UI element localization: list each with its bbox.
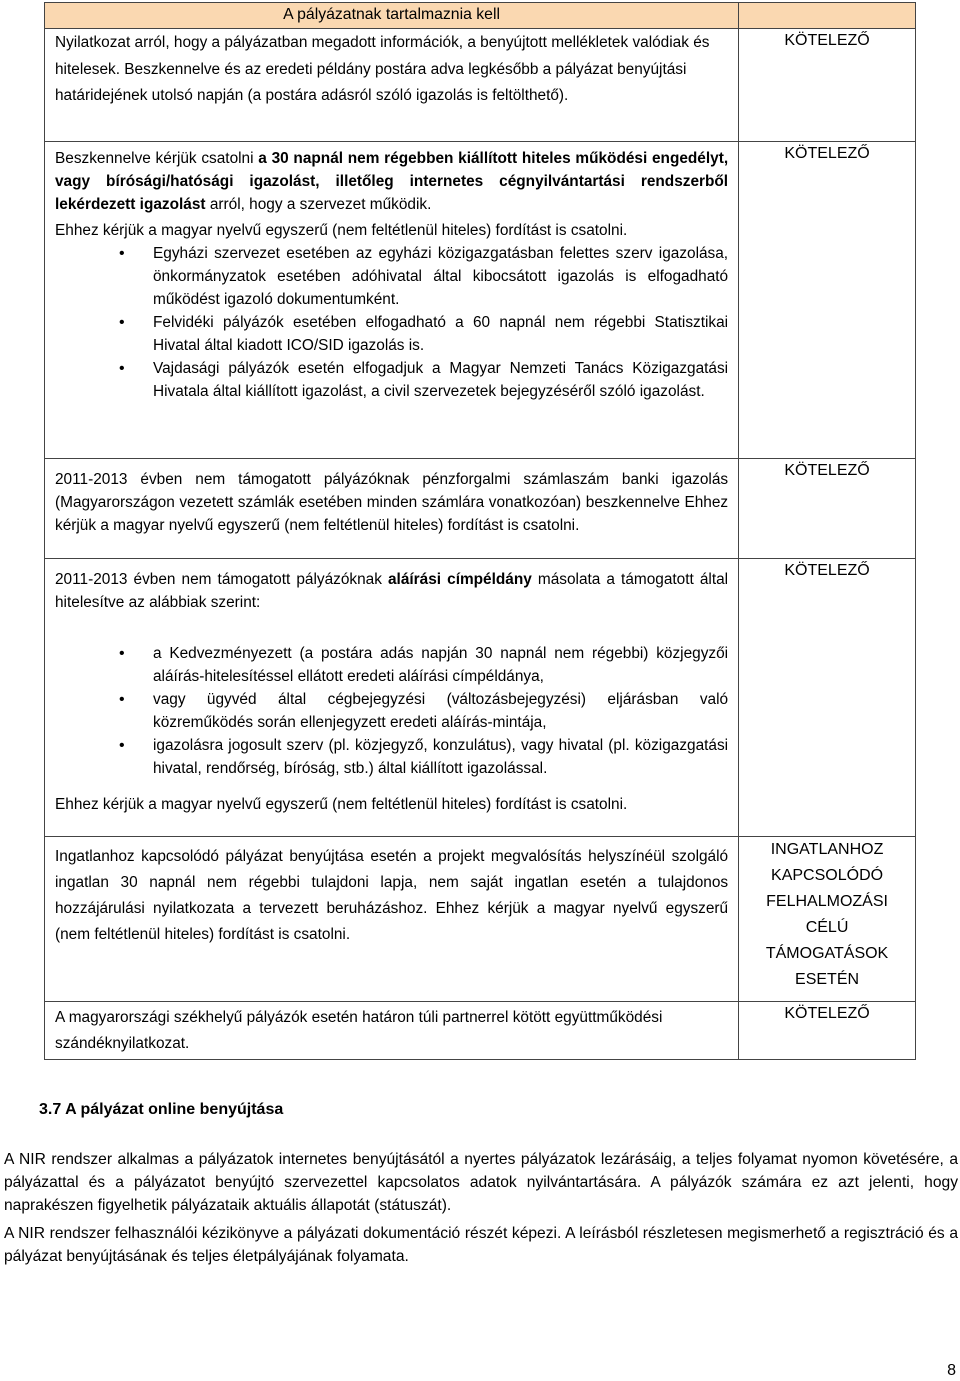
table-header-row: [45, 3, 916, 29]
status-cell: [739, 1002, 916, 1060]
requirement-text-part: 2011-2013 évben nem támogatott pályázóknak: [55, 571, 388, 588]
translation-note: Ehhez kérjük a magyar nyelvű egyszerű (nem feltétlenül hiteles) fordítást is csatolni.: [55, 796, 628, 813]
requirement-cell: [45, 29, 739, 142]
table-header: A pályázatnak tartalmaznia kell: [45, 3, 739, 29]
requirement-cell: [45, 837, 739, 1002]
requirement-text-bold: aláírási címpéldány: [388, 571, 532, 588]
status-line: INGATLANHOZ: [770, 841, 884, 858]
requirement-text: [55, 147, 728, 216]
requirement-cell: [45, 142, 739, 459]
status-cell: [739, 29, 916, 142]
requirement-text: A magyarországi székhelyű pályázók esetén határon túli partnerrel kötött együttműködési szándéknyilatkozat.: [55, 1009, 663, 1052]
requirement-text-part: másolata a támogatott által hitelesítve az alábbiak szerint:: [55, 571, 729, 611]
requirement-text: Ingatlanhoz kapcsolódó pályázat benyújtása esetén a projekt megvalósítás helyszínéül szolgáló ingatlan 30 napnál nem régebbi tulajdoni lapja, nem saját ingatlan esetén a tulajdonos hozzájárulási nyilatkozata a tervezett beruházáshoz. Ehhez kérjük a magyar nyelvű egyszerű (nem feltétlenül hiteles) fordítást is csatolni.: [55, 848, 729, 943]
page-number: 8: [947, 1362, 956, 1379]
requirement-text-part: arról, hogy a szervezet működik.: [205, 196, 432, 213]
table-row: [45, 459, 916, 559]
status-label: KÖTELEZŐ: [784, 145, 870, 162]
bullet-list: [55, 642, 728, 780]
translation-note: Ehhez kérjük a magyar nyelvű egyszerű (nem feltétlenül hiteles) fordítást is csatolni.: [55, 222, 628, 239]
status-line: KAPCSOLÓDÓ: [771, 867, 884, 884]
status-line: CÉLÚ: [805, 919, 849, 936]
list-item: • igazolásra jogosult szerv (pl. közjegyző, konzulátus), vagy hivatal (pl. közigazgatási hivatal, rendőrség, bíróság, stb.) által kiállított igazolással.: [55, 734, 728, 780]
list-item: • a Kedvezményezett (a postára adás napján 30 napnál nem régebbi) közjegyzői aláírás-hitelesítéssel ellátott eredeti aláírási címpéldánya,: [55, 642, 728, 688]
requirements-table: [44, 2, 916, 1060]
requirement-text: [55, 568, 728, 614]
list-item: • Felvidéki pályázók esetében elfogadható a 60 napnál nem régebbi Statisztikai Hivatal által kiadott ICO/SID igazolás is.: [55, 311, 728, 357]
status-label: KÖTELEZŐ: [784, 562, 870, 579]
requirement-text: 2011-2013 évben nem támogatott pályázóknak pénzforgalmi számlaszám banki igazolás (Magyarországon vezetett számlák esetében minden számlára vonatkozóan) beszkennelve Ehhez kérjük a magyar nyelvű egyszerű (nem feltétlenül hiteles) fordítást is csatolni.: [55, 471, 729, 534]
status-line: FELHALMOZÁSI: [766, 893, 888, 910]
status-cell: [739, 459, 916, 559]
bullet-list: [55, 242, 728, 403]
section-title: A pályázat online benyújtása: [61, 1101, 284, 1118]
table-row: [45, 29, 916, 142]
status-label: KÖTELEZŐ: [784, 462, 870, 479]
table-row: [45, 559, 916, 837]
body-paragraph: A NIR rendszer felhasználói kézikönyve a pályázati dokumentáció részét képezi. A leírásból részletesen megismerhető a regisztráció és a pályázat benyújtásának és teljes életpályájának folyamata.: [4, 1225, 958, 1265]
status-cell: [739, 559, 916, 837]
requirement-text-bold: a 30 napnál nem régebben kiállított hiteles működési engedélyt, vagy bírósági/hatósági igazolást, illetőleg internetes cégnyilvántartási rendszerből lekérdezett igazolást: [55, 150, 729, 213]
list-item: • Vajdasági pályázók esetén elfogadjuk a Magyar Nemzeti Tanács Közigazgatási Hivatala által kiállított igazolást, a civil szervezetek bejegyzéséről szóló igazolást.: [55, 357, 728, 403]
section-heading: [39, 1098, 283, 1121]
body-paragraph: A NIR rendszer alkalmas a pályázatok internetes benyújtásától a nyertes pályázatok lezárásáig, a teljes folyamat nyomon követésére, a pályázattal és a pályázatot benyújtó szervezettel kapcsolatos adatok nyilvántartására. A pályázók számára ez azt jelenti, hogy naprakészen figyelhetik pályázataik aktuális állapotát (státuszát).: [4, 1151, 958, 1214]
requirement-text: Nyilatkozat arról, hogy a pályázatban megadott információk, a benyújtott mellékletek valódiak és hitelesek. Beszkennelve és az eredeti példány postára adva legkésőbb a pályázat benyújtási határidejének utolsó napján (a postára adásról szóló igazolás is feltölthető).: [55, 34, 710, 104]
status-cell: [739, 142, 916, 459]
status-line: TÁMOGATÁSOK: [765, 945, 889, 962]
requirement-cell: [45, 1002, 739, 1060]
table-row: [45, 1002, 916, 1060]
status-line: ESETÉN: [795, 971, 860, 988]
requirement-cell: [45, 559, 739, 837]
list-item: • Egyházi szervezet esetében az egyházi közigazgatásban felettes szerv igazolása, önkormányzatok esetében adóhivatal által kibocsátott igazolás is elfogadható működést igazoló dokumentumként.: [55, 242, 728, 311]
status-label: KÖTELEZŐ: [784, 32, 870, 49]
table-header-empty-cell: [739, 3, 916, 29]
table-row: [45, 142, 916, 459]
list-item: • vagy ügyvéd által cégbejegyzési (változásbejegyzési) eljárásban való közreműködés során ellenjegyzett eredeti aláírás-mintája,: [55, 688, 728, 734]
table-row: [45, 837, 916, 1002]
status-label: KÖTELEZŐ: [784, 1005, 870, 1022]
section-number: 3.7: [39, 1101, 62, 1118]
status-cell: [739, 837, 916, 1002]
requirement-cell: [45, 459, 739, 559]
requirement-text-part: Beszkennelve kérjük csatolni: [55, 150, 259, 167]
